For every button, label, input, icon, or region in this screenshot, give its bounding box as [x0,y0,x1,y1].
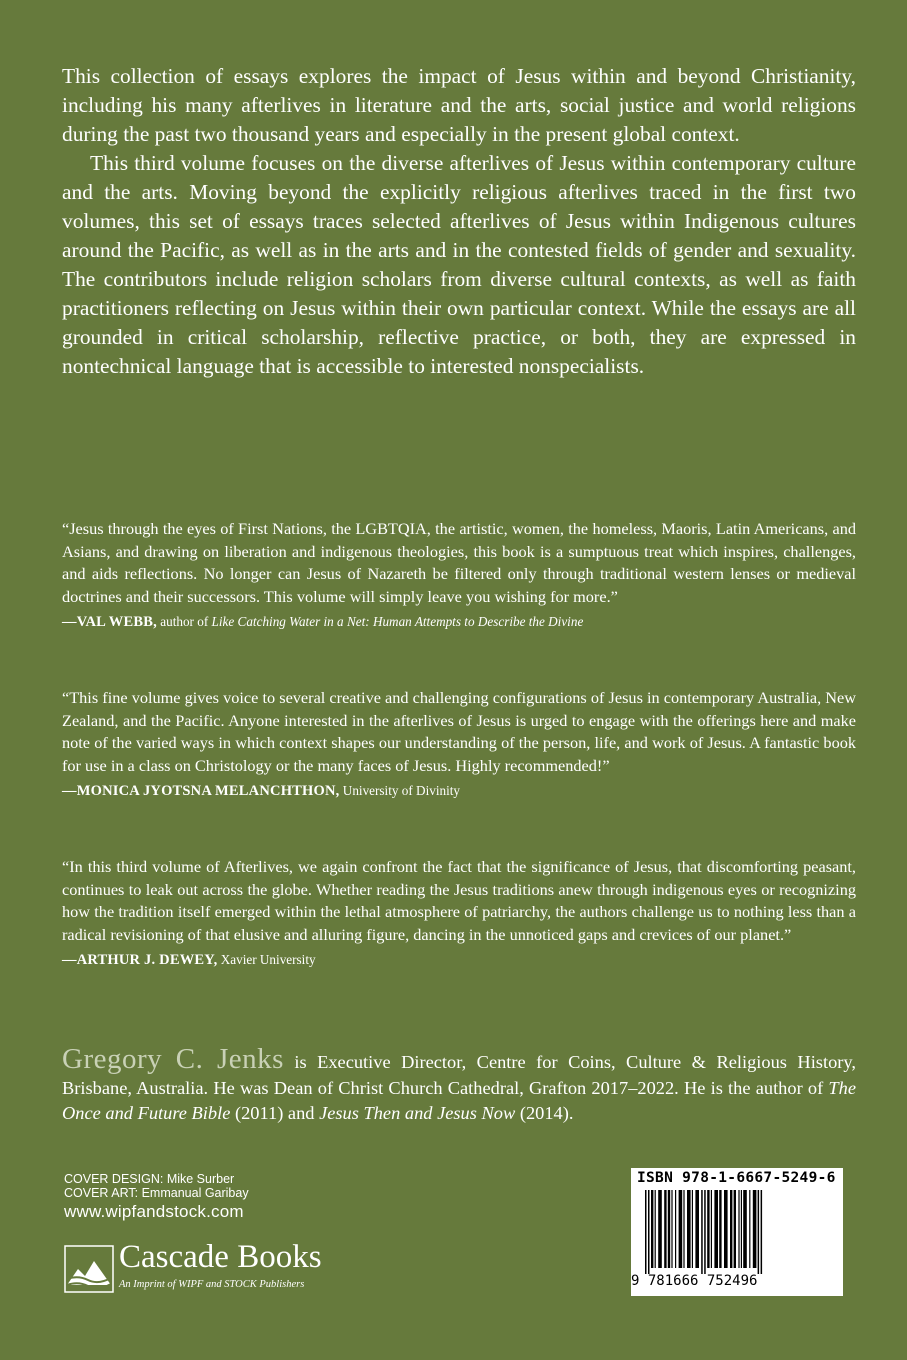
endorsement-attribution [62,781,856,801]
blurb-paragraph-2: This third volume focuses on the diverse afterlives of Jesus within contemporary culture and the arts. Moving beyond the explicitly religious afterlives traced in the first two volumes, this set of essays traces selected afterlives of Jesus within Indigenous cultures around the Pacific, as well as in the arts and in the contested fields of gender and sexuality. The contributors include religion scholars from diverse cultural contexts, as well as faith practitioners reflecting on Jesus within their own particular context. While the essays are all grounded in critical scholarship, reflective practice, or both, they are expressed in nontechnical language that is accessible to interested nonspecialists. [62,151,856,378]
endorsement-attribution [62,612,856,632]
blurb-paragraph-1: This collection of essays explores the impact of Jesus within and beyond Christianity, including his many afterlives in literature and the arts, social justice and world religions during the past two thousand years and especially in the present global context. [62,64,856,146]
barcode-bar [758,1190,760,1274]
publisher-website-link[interactable]: www.wipfandstock.com [64,1202,244,1221]
bio-text-2: (2011) and [230,1103,320,1123]
barcode-bar [683,1190,684,1268]
endorsement-text: “In this third volume of Afterlives, we again confront the fact that the significance of Jesus, that discomforting peasant, continues to leak out across the globe. Whether reading the Jesus traditions anew through indigenous eyes or recognizing how the tradition itself emerged within the lethal atmosphere of patriarchy, the authors challenge us to nothing less than a radical revisioning of that elusive and alluring figure, dancing in the unnoticed gaps and crevices of our planet.” [62,857,856,944]
barcode-bar [687,1190,691,1268]
cover-design-name: Mike Surber [166,1172,235,1186]
cover-art-label: COVER ART: [64,1186,139,1200]
cover-credits [64,1172,249,1219]
barcode-bar [749,1190,750,1268]
barcode-bar [741,1190,742,1268]
endorsement-text: “Jesus through the eyes of First Nations, the LGBTQIA, the artistic, women, the homeless, Maoris, Latin Americans, and Asians, and drawing on liberation and indigenous theologies, this book is a sumptuous treat which inspires, challenges, and aids reflections. No longer can Jesus of Nazareth be filtered only through traditional western lenses or medieval doctrines and their successors. This volume will simply leave you wishing for more.” [62,519,856,606]
cover-design-label: COVER DESIGN: [64,1172,164,1186]
barcode-bar [704,1190,706,1274]
barcode-bar [730,1190,732,1268]
publisher-logo [64,1239,384,1295]
endorser-name: —VAL WEBB, [62,614,157,630]
author-name: Gregory C. Jenks [62,1043,284,1075]
barcode-bar [692,1190,693,1268]
barcode-bar [658,1190,662,1268]
barcode-bar [743,1190,747,1268]
barcode-bar [664,1190,666,1268]
cover-art-credit [64,1186,249,1200]
author-bio [62,1043,856,1127]
isbn-barcode [631,1168,843,1296]
endorser-affiliation: Like Catching Water in a Net: Human Attempts to Describe the Divine [211,614,584,629]
bio-text-3: (2014). [515,1103,574,1123]
endorser-name: —MONICA JYOTSNA MELANCHTHON, [62,783,340,799]
barcode-bar [753,1190,757,1268]
barcode-bar [671,1190,672,1268]
barcode-bar [648,1190,650,1274]
barcode-bar [695,1190,699,1268]
barcode-bar [711,1190,712,1268]
barcode-bar [734,1190,736,1268]
barcode-bar [701,1190,703,1274]
barcode-bar [761,1190,763,1274]
barcode-bar [651,1190,653,1268]
barcode-bar [719,1190,721,1268]
barcode-bar [655,1190,656,1268]
barcode-bars [637,1190,837,1274]
barcode-bar [714,1190,718,1268]
bio-book-2: Jesus Then and Jesus Now [319,1103,516,1123]
description-blurb [62,62,856,381]
bio-text-1: is Executive Director, Centre for Coins, Culture & Religious History, Brisbane, Australia. He was Dean of Christ Church Cathedral, Grafton 2017–2022. He is the author of [62,1052,856,1098]
publisher-subtitle: An Imprint of WIPF and STOCK Publishers [119,1279,305,1290]
bio-book-1: The Once and Future Bible [62,1077,856,1123]
endorsement-attribution [62,950,856,970]
barcode-bar [679,1190,683,1268]
barcode-bar [675,1190,676,1268]
isbn-label: ISBN 978-1-6667-5249-6 [637,1170,836,1186]
endorsement-3 [62,856,856,970]
barcode-digits: 9 781666 752496 [631,1273,758,1289]
endorser-prefix: author of [160,614,209,629]
barcode-bar [738,1190,739,1268]
endorsement-2 [62,687,856,801]
endorser-affiliation: Xavier University [220,952,316,967]
cover-design-credit [64,1172,249,1186]
cover-art-name: Emmanual Garibay [141,1186,249,1200]
barcode-bar [645,1190,647,1274]
endorsement-1 [62,518,856,632]
endorsement-text: “This fine volume gives voice to several creative and challenging configurations of Jesus in contemporary Australia, New Zealand, and the Pacific. Anyone interested in the afterlives of Jesus is urged to engage with the offerings here and make note of the varied ways in which context shapes our understanding of the person, life, and work of Jesus. A fantastic book for use in a class on Christology or the many faces of Jesus. Highly recommended!” [62,688,856,775]
mountain-logo-icon [64,1245,114,1293]
barcode-bar [707,1190,709,1268]
barcode-bar [668,1190,670,1268]
endorser-name: —ARTHUR J. DEWEY, [62,952,218,968]
endorser-affiliation: University of Divinity [342,783,461,798]
publisher-name: Cascade Books [119,1239,322,1275]
barcode-bar [724,1190,728,1268]
